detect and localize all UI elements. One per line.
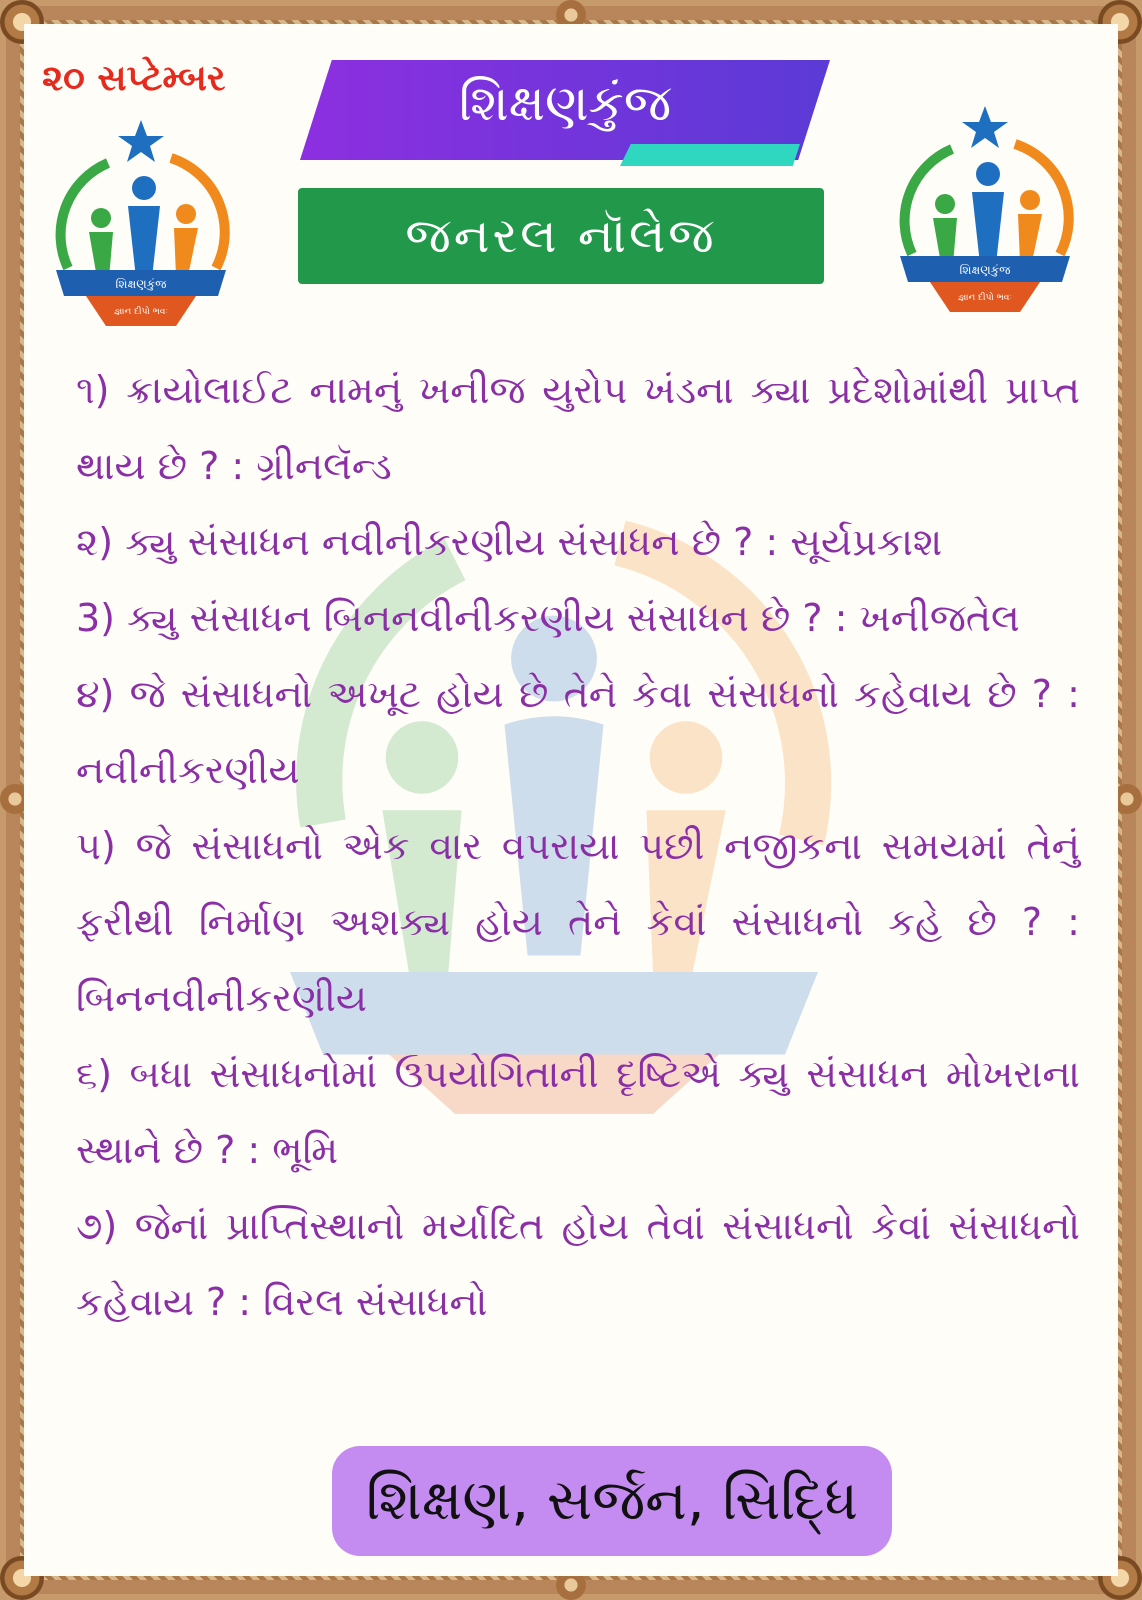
- shikshankunj-logo-right: [890, 104, 1080, 334]
- question-item: 3) ક્યુ સંસાધન બિનનવીનીકરણીય સંસાધન છે ? : ખનીજતેલ: [76, 596, 1020, 640]
- svg-text:જ્ઞાન દીપો ભવઃ: જ્ઞાન દીપો ભવઃ: [114, 307, 168, 317]
- person-figure-icon: [935, 194, 955, 214]
- date-label: ૨૦ સપ્ટેમ્બર: [42, 58, 226, 99]
- question-item: ૫) જે સંસાધનો એક વાર વપરાયા પછી નજીકના સમયમાં તેનું ફરીથી નિર્માણ અશક્ય હોય તેને કેવાં સંસાધનો કહે છે ? : બિનનવીનીકરણીય: [76, 824, 1080, 1020]
- svg-text:શિક્ષણકુંજ: શિક્ષણકુંજ: [959, 263, 1011, 277]
- svg-text:જ્ઞાન દીપો ભવઃ: જ્ઞાન દીપો ભવઃ: [958, 293, 1012, 303]
- title-banner: [300, 60, 830, 160]
- question-item: ૬) બધા સંસાધનોમાં ઉપયોગિતાની દૃષ્ટિએ ક્યુ સંસાધન મોખરાના સ્થાને છે ? : ભૂમિ: [76, 1052, 1080, 1172]
- title-banner-accent: [620, 144, 800, 166]
- question-item: ૭) જેનાં પ્રાપ્તિસ્થાનો મર્યાદિત હોય તેવાં સંસાધનો કેવાં સંસાધનો કહેવાય ? : વિરલ સંસાધનો: [76, 1204, 1080, 1324]
- question-item: ૨) ક્યુ સંસાધન નવીનીકરણીય સંસાધન છે ? : સૂર્યપ્રકાશ: [76, 520, 943, 564]
- question-answer-list: [76, 352, 1080, 1340]
- person-figure-icon: [132, 176, 156, 200]
- footer-slogan: શિક્ષણ, સર્જન, સિદ્ધિ: [332, 1446, 892, 1556]
- person-figure-icon: [91, 208, 111, 228]
- person-figure-icon: [1020, 190, 1040, 210]
- shikshankunj-logo-left: [46, 118, 236, 348]
- star-icon: [962, 106, 1008, 148]
- person-figure-icon: [176, 204, 196, 224]
- star-icon: [118, 120, 164, 162]
- question-item: ૪) જે સંસાધનો અખૂટ હોય છે તેને કેવા સંસાધનો કહેવાય છે ? : નવીનીકરણીય: [76, 672, 1080, 792]
- svg-text:શિક્ષણકુંજ: શિક્ષણકુંજ: [115, 277, 167, 291]
- page-title: શિક્ષણકુંજ: [458, 73, 672, 132]
- question-item: ૧) ક્રાયોલાઈટ નામનું ખનીજ યુરોપ ખંડના ક્યા પ્રદેશોમાંથી પ્રાપ્ત થાય છે ? : ગ્રીનલૅન્ડ: [76, 368, 1080, 488]
- page-subtitle: જનરલ નૉલેજ: [298, 188, 824, 284]
- person-figure-icon: [976, 162, 1000, 186]
